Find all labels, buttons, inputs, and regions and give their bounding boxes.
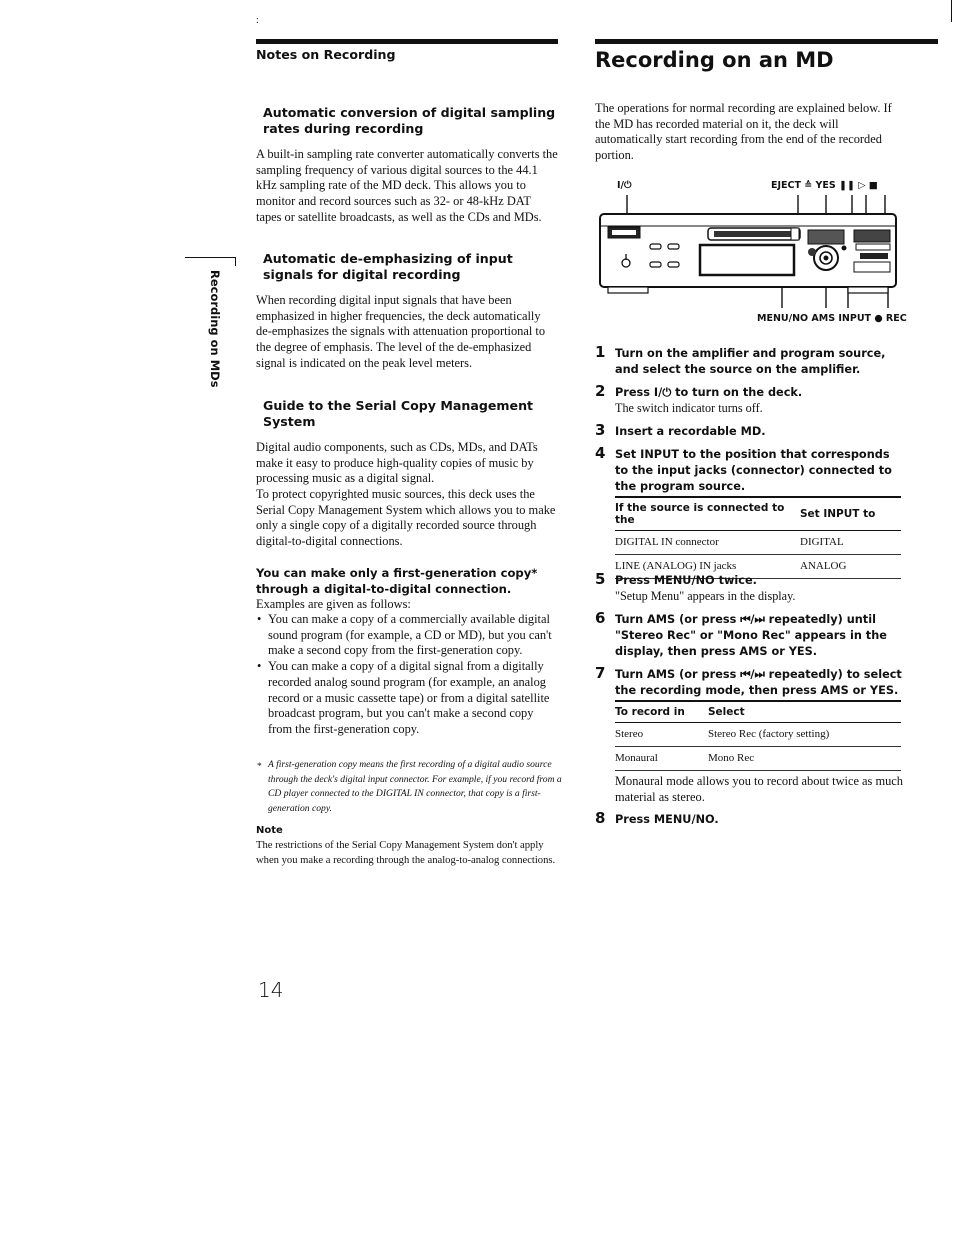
note-label: Note (256, 825, 283, 836)
step-title: Press MENU/NO twice. (615, 574, 757, 587)
table-cell: Monaural (615, 747, 708, 771)
right-header-rule (595, 39, 938, 44)
step-8 (595, 809, 905, 828)
table-row (615, 723, 901, 747)
page-number: 14 (258, 978, 284, 1002)
step-title: Press I/⏻ to turn on the deck. (615, 386, 803, 399)
step-number: 3 (595, 421, 606, 439)
left-colon-mark: : (256, 15, 259, 26)
table-cell: Mono Rec (708, 747, 901, 771)
table-header: To record in (615, 701, 708, 723)
step-2 (595, 382, 905, 417)
note-text: The restrictions of the Serial Copy Management System don't apply when you make a recording through the analog-to-analog connections. (256, 840, 556, 866)
first-gen-title: You can make only a first-generation copy* through a digital-to-digital connection. (256, 566, 538, 596)
md-deck-diagram (598, 190, 898, 316)
section-body-deemphasis: When recording digital input signals that have been emphasized in higher frequencies, the deck automatically de-emphasizes the signals with attenuation proportional to the degree of emphasis. The level of the de-emphasized signal is indicated on the peak level meters. (256, 293, 546, 370)
page-title: Recording on an MD (595, 48, 834, 72)
step-title: Insert a recordable MD. (615, 425, 766, 438)
footnote-text: A first-generation copy means the first recording of a digital audio source through the deck's digital input connector. For example, if you record from a CD player connected to the DIGITAL IN connector, that copy is a first-generation copy. (268, 759, 562, 814)
table-cell: LINE (ANALOG) IN jacks (615, 555, 800, 579)
step-title: Turn on the amplifier and program source, and select the source on the amplifier. (615, 347, 886, 376)
input-table (615, 496, 901, 579)
table-cell: ANALOG (800, 555, 901, 579)
page-edge-line (951, 0, 952, 22)
step-number: 2 (595, 382, 606, 400)
section-title-scms: Guide to the Serial Copy Management System (263, 398, 534, 429)
section-body-scms-2: To protect copyrighted music sources, this deck uses the Serial Copy Management System which allows you to make only a single copy of a digitally recorded source through digital-to-digital connections. (256, 487, 556, 549)
list-item: • You can make a copy of a commercially available digital sound program (for example, a CD or MD), but you can't make a second copy from the first-generation copy. (257, 612, 559, 659)
step-title: Press MENU/NO. (615, 813, 719, 826)
table-cell: DIGITAL (800, 531, 901, 555)
side-tab-bracket (185, 257, 236, 266)
step-number: 5 (595, 570, 606, 588)
left-header-rule (256, 39, 558, 44)
top-controls-label: EJECT ≙ YES ❚❚ ▷ ■ (771, 180, 878, 191)
footnote-mark: * (257, 761, 262, 772)
table-row (615, 531, 901, 555)
step-1 (595, 343, 905, 378)
table-cell: DIGITAL IN connector (615, 531, 800, 555)
step-3 (595, 421, 905, 440)
bottom-controls-label: MENU/NO AMS INPUT ● REC (757, 313, 907, 324)
step-title: Set INPUT to the position that corresponds to the input jacks (connector) connected to the program source. (615, 448, 892, 493)
side-tab-label: Recording on MDs (208, 270, 222, 388)
table-cell: Stereo (615, 723, 708, 747)
step-title: Turn AMS (or press ⏮/⏭ repeatedly) until "Stereo Rec" or "Mono Rec" appears in the display, then press AMS or YES. (615, 613, 887, 658)
step-4 (595, 444, 905, 495)
table-row (615, 747, 901, 771)
table-header-row (615, 701, 901, 723)
table-header-row (615, 497, 901, 531)
step-7 (595, 664, 905, 699)
step-number: 8 (595, 809, 606, 827)
section-body-sampling: A built-in sampling rate converter automatically converts the sampling frequency of various digital sources to the 44.1 kHz sampling rate of the MD deck. This allows you to monitor and record sources such as 32- or 48-kHz DAT tapes or satellite broadcasts, as well as the CDs and MDs. (256, 147, 558, 224)
table-header: Set INPUT to (800, 497, 901, 531)
step-body: "Setup Menu" appears in the display. (615, 589, 796, 603)
list-item: • You can make a copy of a digital signal from a digitally recorded analog sound program (for example, an analog record or a music cassette tape) or from a digital satellite broadcast program, but you can't make a second copy from the first-generation copy. (257, 659, 559, 738)
table-header: Select (708, 701, 901, 723)
section-body-scms-1: Digital audio components, such as CDs, MDs, and DATs make it easy to produce high-quality copies of music by processing music as a digital signal. (256, 440, 538, 486)
step-body: The switch indicator turns off. (615, 401, 763, 415)
monaural-note: Monaural mode allows you to record about twice as much material as stereo. (615, 774, 904, 804)
examples-intro: Examples are given as follows: (256, 597, 411, 611)
mode-table (615, 700, 901, 771)
table-cell: Stereo Rec (factory setting) (708, 723, 901, 747)
left-header: Notes on Recording (256, 47, 396, 62)
step-6 (595, 609, 905, 660)
step-number: 6 (595, 609, 606, 627)
step-number: 7 (595, 664, 606, 682)
step-number: 1 (595, 343, 606, 361)
step-title: Turn AMS (or press ⏮/⏭ repeatedly) to select the recording mode, then press AMS or YES. (615, 668, 902, 697)
examples-list (257, 612, 559, 738)
section-title-deemphasis: Automatic de-emphasizing of input signals for digital recording (263, 251, 513, 282)
section-title-sampling: Automatic conversion of digital sampling rates during recording (263, 105, 556, 136)
intro-text: The operations for normal recording are explained below. If the MD has recorded material on it, the deck will automatically start recording from the end of the recorded portion. (595, 101, 892, 163)
table-header: If the source is connected to the (615, 497, 800, 531)
step-5 (595, 570, 905, 605)
power-label: I/⏻ (617, 180, 632, 191)
step-number: 4 (595, 444, 606, 462)
